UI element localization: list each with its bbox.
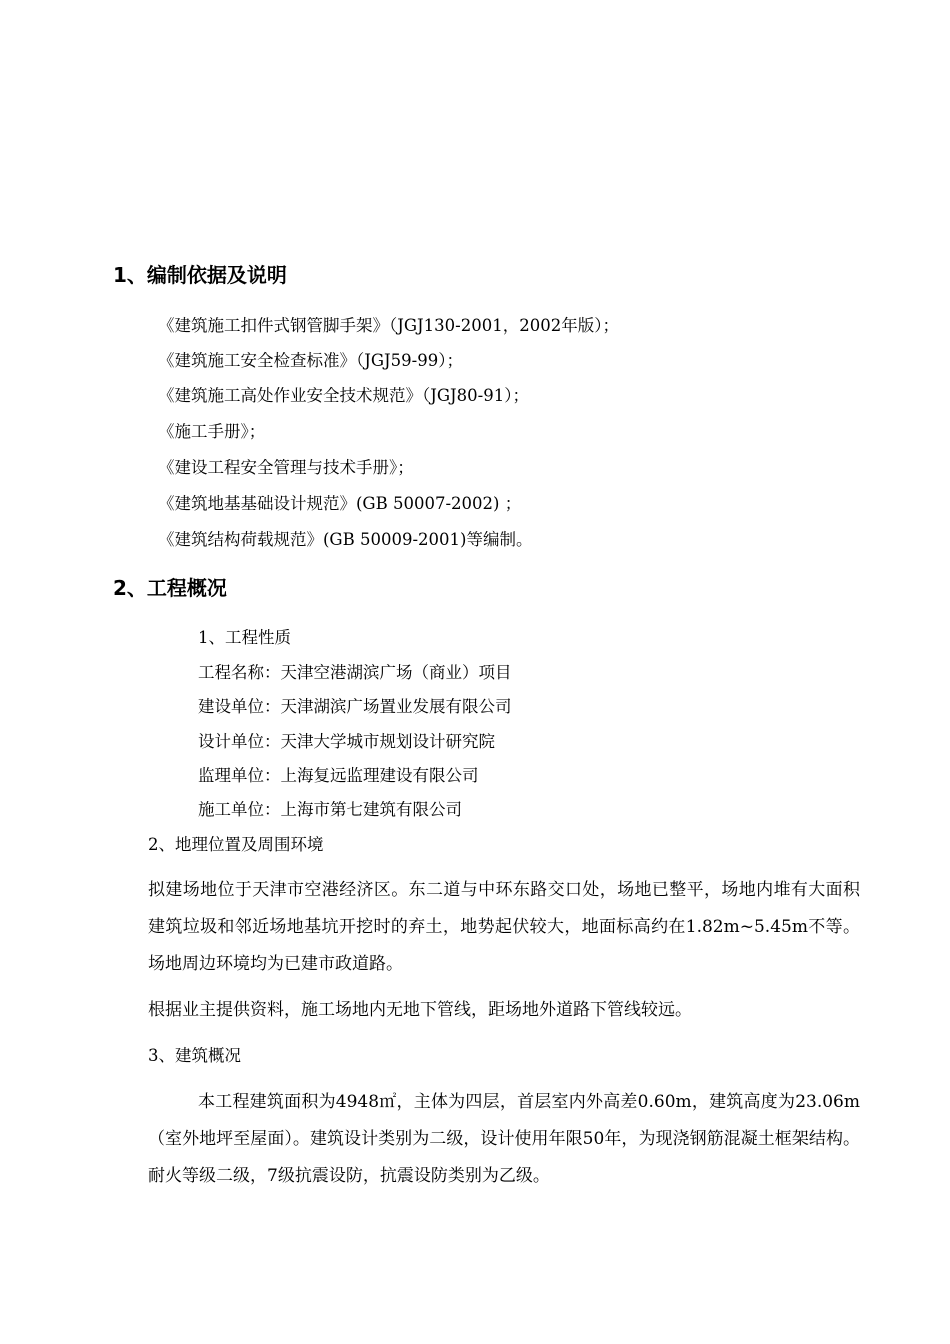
pipeline-paragraph: 根据业主提供资料，施工场地内无地下管线，距场地外道路下管线较远。: [148, 1000, 692, 1020]
section-2-heading: 2、工程概况: [113, 576, 227, 600]
section-1-heading: 1、编制依据及说明: [113, 263, 287, 287]
building-paragraph: 本工程建筑面积为4948㎡，主体为四层，首层室内外高差0.60m，建筑高度为23.06m（室外地坪至屋面）。建筑设计类别为二级，设计使用年限50年，为现浇钢筋混凝土框架结构。耐火等级二级，7级抗震设防，抗震设防类别为乙级。: [148, 1092, 860, 1186]
project-info-item: 施工单位：上海市第七建筑有限公司: [198, 800, 462, 819]
project-info-item: 设计单位：天津大学城市规划设计研究院: [198, 732, 495, 751]
reference-item: 《建筑结构荷载规范》(GB 50009-2001)等编制。: [158, 530, 533, 549]
project-info-item: 建设单位：天津湖滨广场置业发展有限公司: [198, 697, 512, 716]
subsection-title: 1、工程性质: [198, 628, 291, 647]
reference-item: 《施工手册》；: [158, 422, 266, 441]
location-paragraph: 拟建场地位于天津市空港经济区。东二道与中环东路交口处，场地已整平，场地内堆有大面积建筑垃圾和邻近场地基坑开挖时的弃土，地势起伏较大，地面标高约在1.82m~5.45m不等。场地周边环境均为已建市政道路。: [148, 880, 860, 974]
reference-item: 《建筑地基基础设计规范》(GB 50007-2002) ；: [158, 494, 522, 513]
project-info-item: 工程名称：天津空港湖滨广场（商业）项目: [198, 663, 512, 682]
reference-item: 《建设工程安全管理与技术手册》；: [158, 458, 414, 477]
reference-item: 《建筑施工高处作业安全技术规范》（JGJ80-91）；: [158, 386, 529, 405]
reference-item: 《建筑施工扣件式钢管脚手架》（JGJ130-2001，2002年版）；: [158, 316, 619, 335]
subsection-title: 2、地理位置及周围环境: [148, 835, 324, 854]
subsection-title: 3、建筑概况: [148, 1046, 241, 1065]
project-info-item: 监理单位：上海复远监理建设有限公司: [198, 766, 479, 785]
reference-item: 《建筑施工安全检查标准》（JGJ59-99）；: [158, 351, 463, 370]
